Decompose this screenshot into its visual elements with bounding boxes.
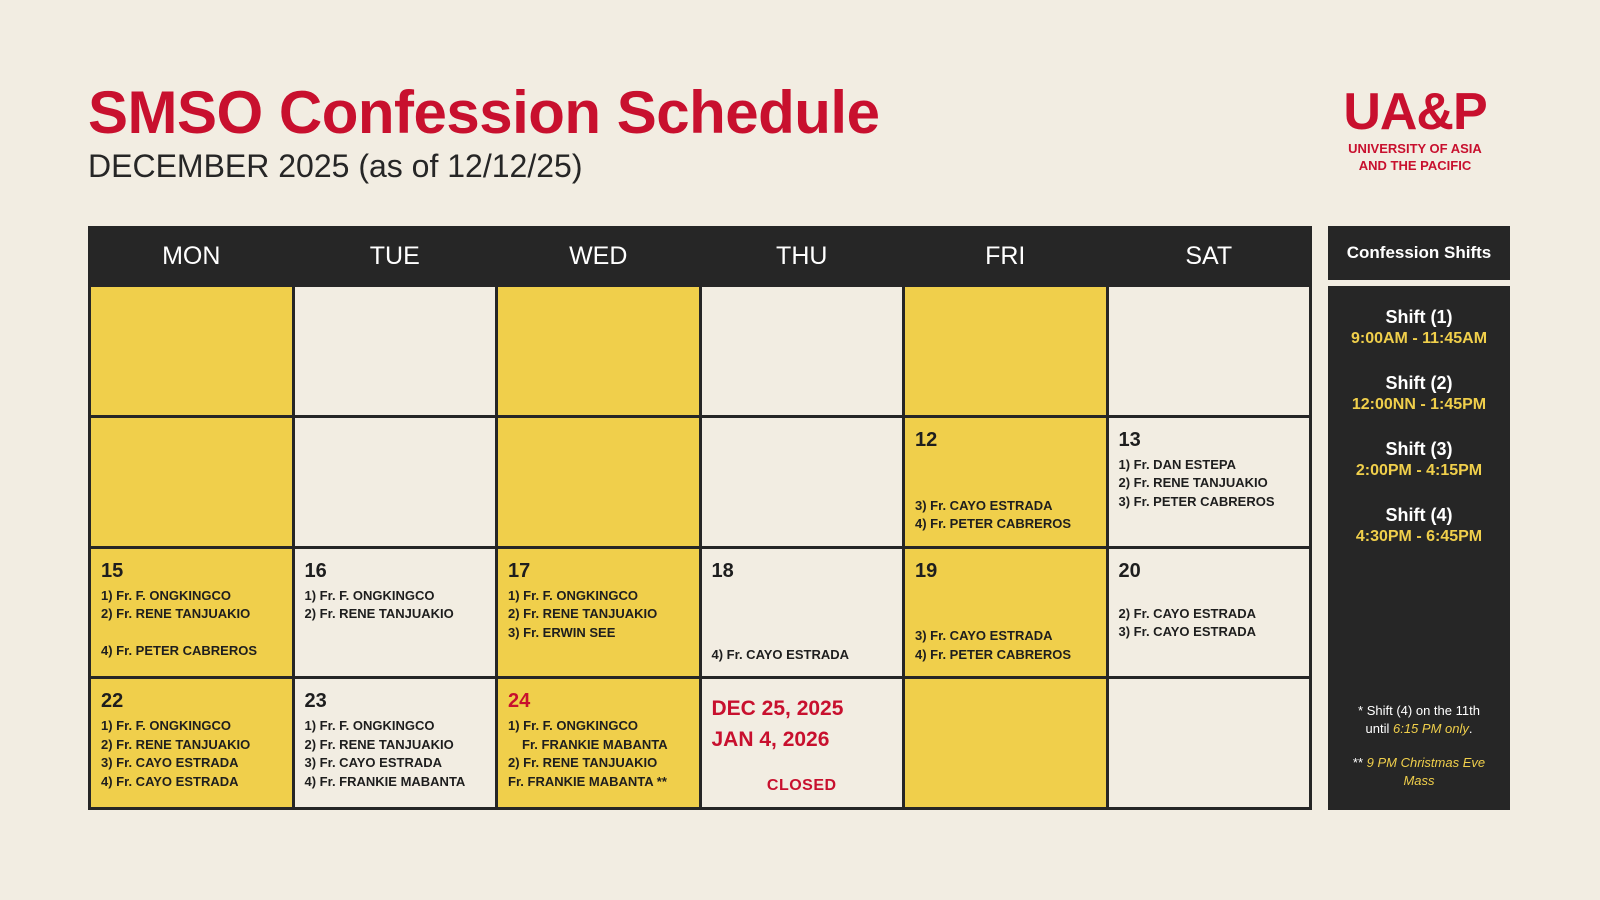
- shift-block: [1328, 438, 1510, 482]
- calendar-cell-16: [295, 549, 496, 677]
- priest-list: [508, 587, 689, 643]
- priest-entry: 1) Fr. F. ONGKINGCO: [304, 587, 435, 603]
- day-header-fri: FRI: [905, 229, 1106, 284]
- priest-entry: 3) Fr. CAYO ESTRADA: [1118, 624, 1256, 639]
- note-christmas-eve: [1338, 754, 1500, 790]
- note-1-text: * Shift (4) on the 11th: [1358, 703, 1480, 718]
- note-shift-4: [1338, 702, 1500, 738]
- page-title: SMSO Confession Schedule: [88, 79, 880, 146]
- calendar-cell: [91, 287, 292, 415]
- calendar-cell-24: [498, 679, 699, 807]
- calendar-grid: [88, 226, 1312, 810]
- calendar-cell: [702, 418, 903, 546]
- calendar-cell: [498, 418, 699, 546]
- priest-list: [915, 497, 1071, 534]
- calendar-cell-18: [702, 549, 903, 677]
- calendar-cell-23: [295, 679, 496, 807]
- note-1-highlight: 6:15 PM only: [1392, 721, 1469, 736]
- calendar-cell: [498, 287, 699, 415]
- priest-entry: 3) Fr. CAYO ESTRADA: [101, 755, 239, 771]
- shift-name: Shift (3): [1385, 439, 1453, 459]
- calendar-cell: [905, 679, 1106, 807]
- priest-list: [1119, 456, 1300, 512]
- calendar-cell: [702, 287, 903, 415]
- priest-entry: 2) Fr. CAYO ESTRADA: [1118, 605, 1256, 621]
- logo-line-2: AND THE PACIFIC: [1358, 158, 1472, 173]
- shifts-panel: [1328, 286, 1510, 810]
- calendar-cell: [905, 287, 1106, 415]
- priest-entry: 2) Fr. RENE TANJUAKIO: [1118, 475, 1268, 491]
- date-number: 22: [101, 690, 124, 713]
- priest-entry: 1) Fr. F. ONGKINGCO: [101, 718, 232, 734]
- date-number: 17: [508, 559, 531, 582]
- calendar-cell-22: [91, 679, 292, 807]
- priest-entry: 4) Fr. CAYO ESTRADA: [101, 773, 239, 789]
- priest-list: [1119, 605, 1300, 642]
- date-number: 18: [711, 559, 734, 582]
- date-number: 24: [508, 690, 531, 713]
- priest-entry: 1) Fr. F. ONGKINGCO: [508, 587, 639, 603]
- priest-entry: 3) Fr. PETER CABREROS: [1118, 493, 1275, 509]
- page-subtitle: DECEMBER 2025 (as of 12/12/25): [88, 148, 583, 184]
- priest-list: [508, 717, 689, 791]
- closure-end-date: JAN 4, 2026: [711, 728, 830, 752]
- shift-name: Shift (2): [1385, 373, 1453, 393]
- calendar-cell-13: [1109, 418, 1310, 546]
- shifts-heading: Confession Shifts: [1328, 226, 1510, 280]
- date-number: 12: [915, 428, 938, 451]
- date-number: 13: [1118, 428, 1141, 451]
- note-1-end: .: [1468, 721, 1473, 736]
- priest-entry: 3) Fr. CAYO ESTRADA: [915, 497, 1053, 513]
- day-header-mon: MON: [91, 229, 292, 284]
- day-header-tue: TUE: [295, 229, 496, 284]
- priest-entry: 3) Fr. ERWIN SEE: [508, 624, 616, 640]
- calendar-cell: [91, 418, 292, 546]
- shift-name: Shift (1): [1385, 307, 1453, 327]
- note-1-until: until: [1365, 721, 1393, 736]
- date-number: 20: [1118, 559, 1141, 582]
- shift-time: 2:00PM - 4:15PM: [1355, 462, 1483, 479]
- date-number: 16: [304, 559, 327, 582]
- closed-label: CLOSED: [766, 777, 837, 794]
- priest-entry: 2) Fr. RENE TANJUAKIO: [304, 736, 454, 752]
- shift-notes: [1328, 702, 1510, 790]
- priest-entry: 2) Fr. RENE TANJUAKIO: [101, 736, 251, 752]
- logo-mark: UA&P: [1343, 83, 1487, 141]
- priest-list: [101, 587, 282, 661]
- priest-entry: 3) Fr. CAYO ESTRADA: [304, 755, 442, 771]
- calendar-cell-20: [1109, 549, 1310, 677]
- priest-entry: 1) Fr. F. ONGKINGCO: [304, 718, 435, 734]
- shift-block: [1328, 306, 1510, 350]
- shift-time: 4:30PM - 6:45PM: [1355, 528, 1483, 545]
- priest-entry: 2) Fr. RENE TANJUAKIO: [304, 606, 454, 621]
- priest-entry: Fr. FRANKIE MABANTA: [522, 736, 668, 752]
- calendar-cell: [295, 287, 496, 415]
- closure-start-date: DEC 25, 2025: [711, 697, 844, 721]
- calendar-cell-12: [905, 418, 1106, 546]
- date-number: 19: [915, 559, 938, 582]
- day-header-sat: SAT: [1109, 229, 1310, 284]
- calendar-cell: [1109, 679, 1310, 807]
- priest-entry: 1) Fr. DAN ESTEPA: [1118, 456, 1237, 472]
- calendar-cell-17: [498, 549, 699, 677]
- shift-block: [1328, 372, 1510, 416]
- priest-list: [305, 717, 486, 791]
- priest-entry: Fr. FRANKIE MABANTA **: [508, 773, 667, 789]
- priest-entry: 1) Fr. F. ONGKINGCO: [101, 587, 232, 603]
- priest-entry: 2) Fr. RENE TANJUAKIO: [101, 606, 251, 621]
- priest-entry: 4) Fr. PETER CABREROS: [101, 643, 258, 658]
- priest-list: [712, 646, 850, 665]
- priest-list: [305, 587, 486, 624]
- priest-entry: 4) Fr. PETER CABREROS: [915, 516, 1072, 531]
- date-number: 15: [101, 559, 124, 582]
- shift-time: 9:00AM - 11:45AM: [1350, 330, 1488, 347]
- priest-entry: 2) Fr. RENE TANJUAKIO: [508, 606, 658, 621]
- priest-list: [101, 717, 282, 791]
- priest-entry: 4) Fr. CAYO ESTRADA: [711, 646, 849, 662]
- note-2-highlight: 9 PM Christmas Eve Mass: [1366, 755, 1486, 788]
- priest-entry: 4) Fr. PETER CABREROS: [915, 646, 1072, 662]
- priest-list: [915, 627, 1071, 664]
- calendar-cell: [295, 418, 496, 546]
- logo-line-1: UNIVERSITY OF ASIA: [1348, 141, 1482, 156]
- uap-logo: [1320, 84, 1510, 174]
- calendar-cell-19: [905, 549, 1106, 677]
- day-header-wed: WED: [498, 229, 699, 284]
- priest-entry: 3) Fr. CAYO ESTRADA: [915, 628, 1053, 644]
- day-header-thu: THU: [702, 229, 903, 284]
- priest-entry: 1) Fr. F. ONGKINGCO: [508, 718, 639, 734]
- note-2-marker: **: [1352, 755, 1367, 770]
- calendar-cell-closure: [702, 679, 903, 807]
- calendar-cell: [1109, 287, 1310, 415]
- priest-entry: 2) Fr. RENE TANJUAKIO: [508, 755, 658, 771]
- date-number: 23: [304, 690, 327, 713]
- shift-time: 12:00NN - 1:45PM: [1351, 396, 1487, 413]
- priest-entry: 4) Fr. FRANKIE MABANTA: [304, 773, 466, 789]
- calendar-cell-15: [91, 549, 292, 677]
- shift-block: [1328, 504, 1510, 548]
- shift-name: Shift (4): [1385, 505, 1453, 525]
